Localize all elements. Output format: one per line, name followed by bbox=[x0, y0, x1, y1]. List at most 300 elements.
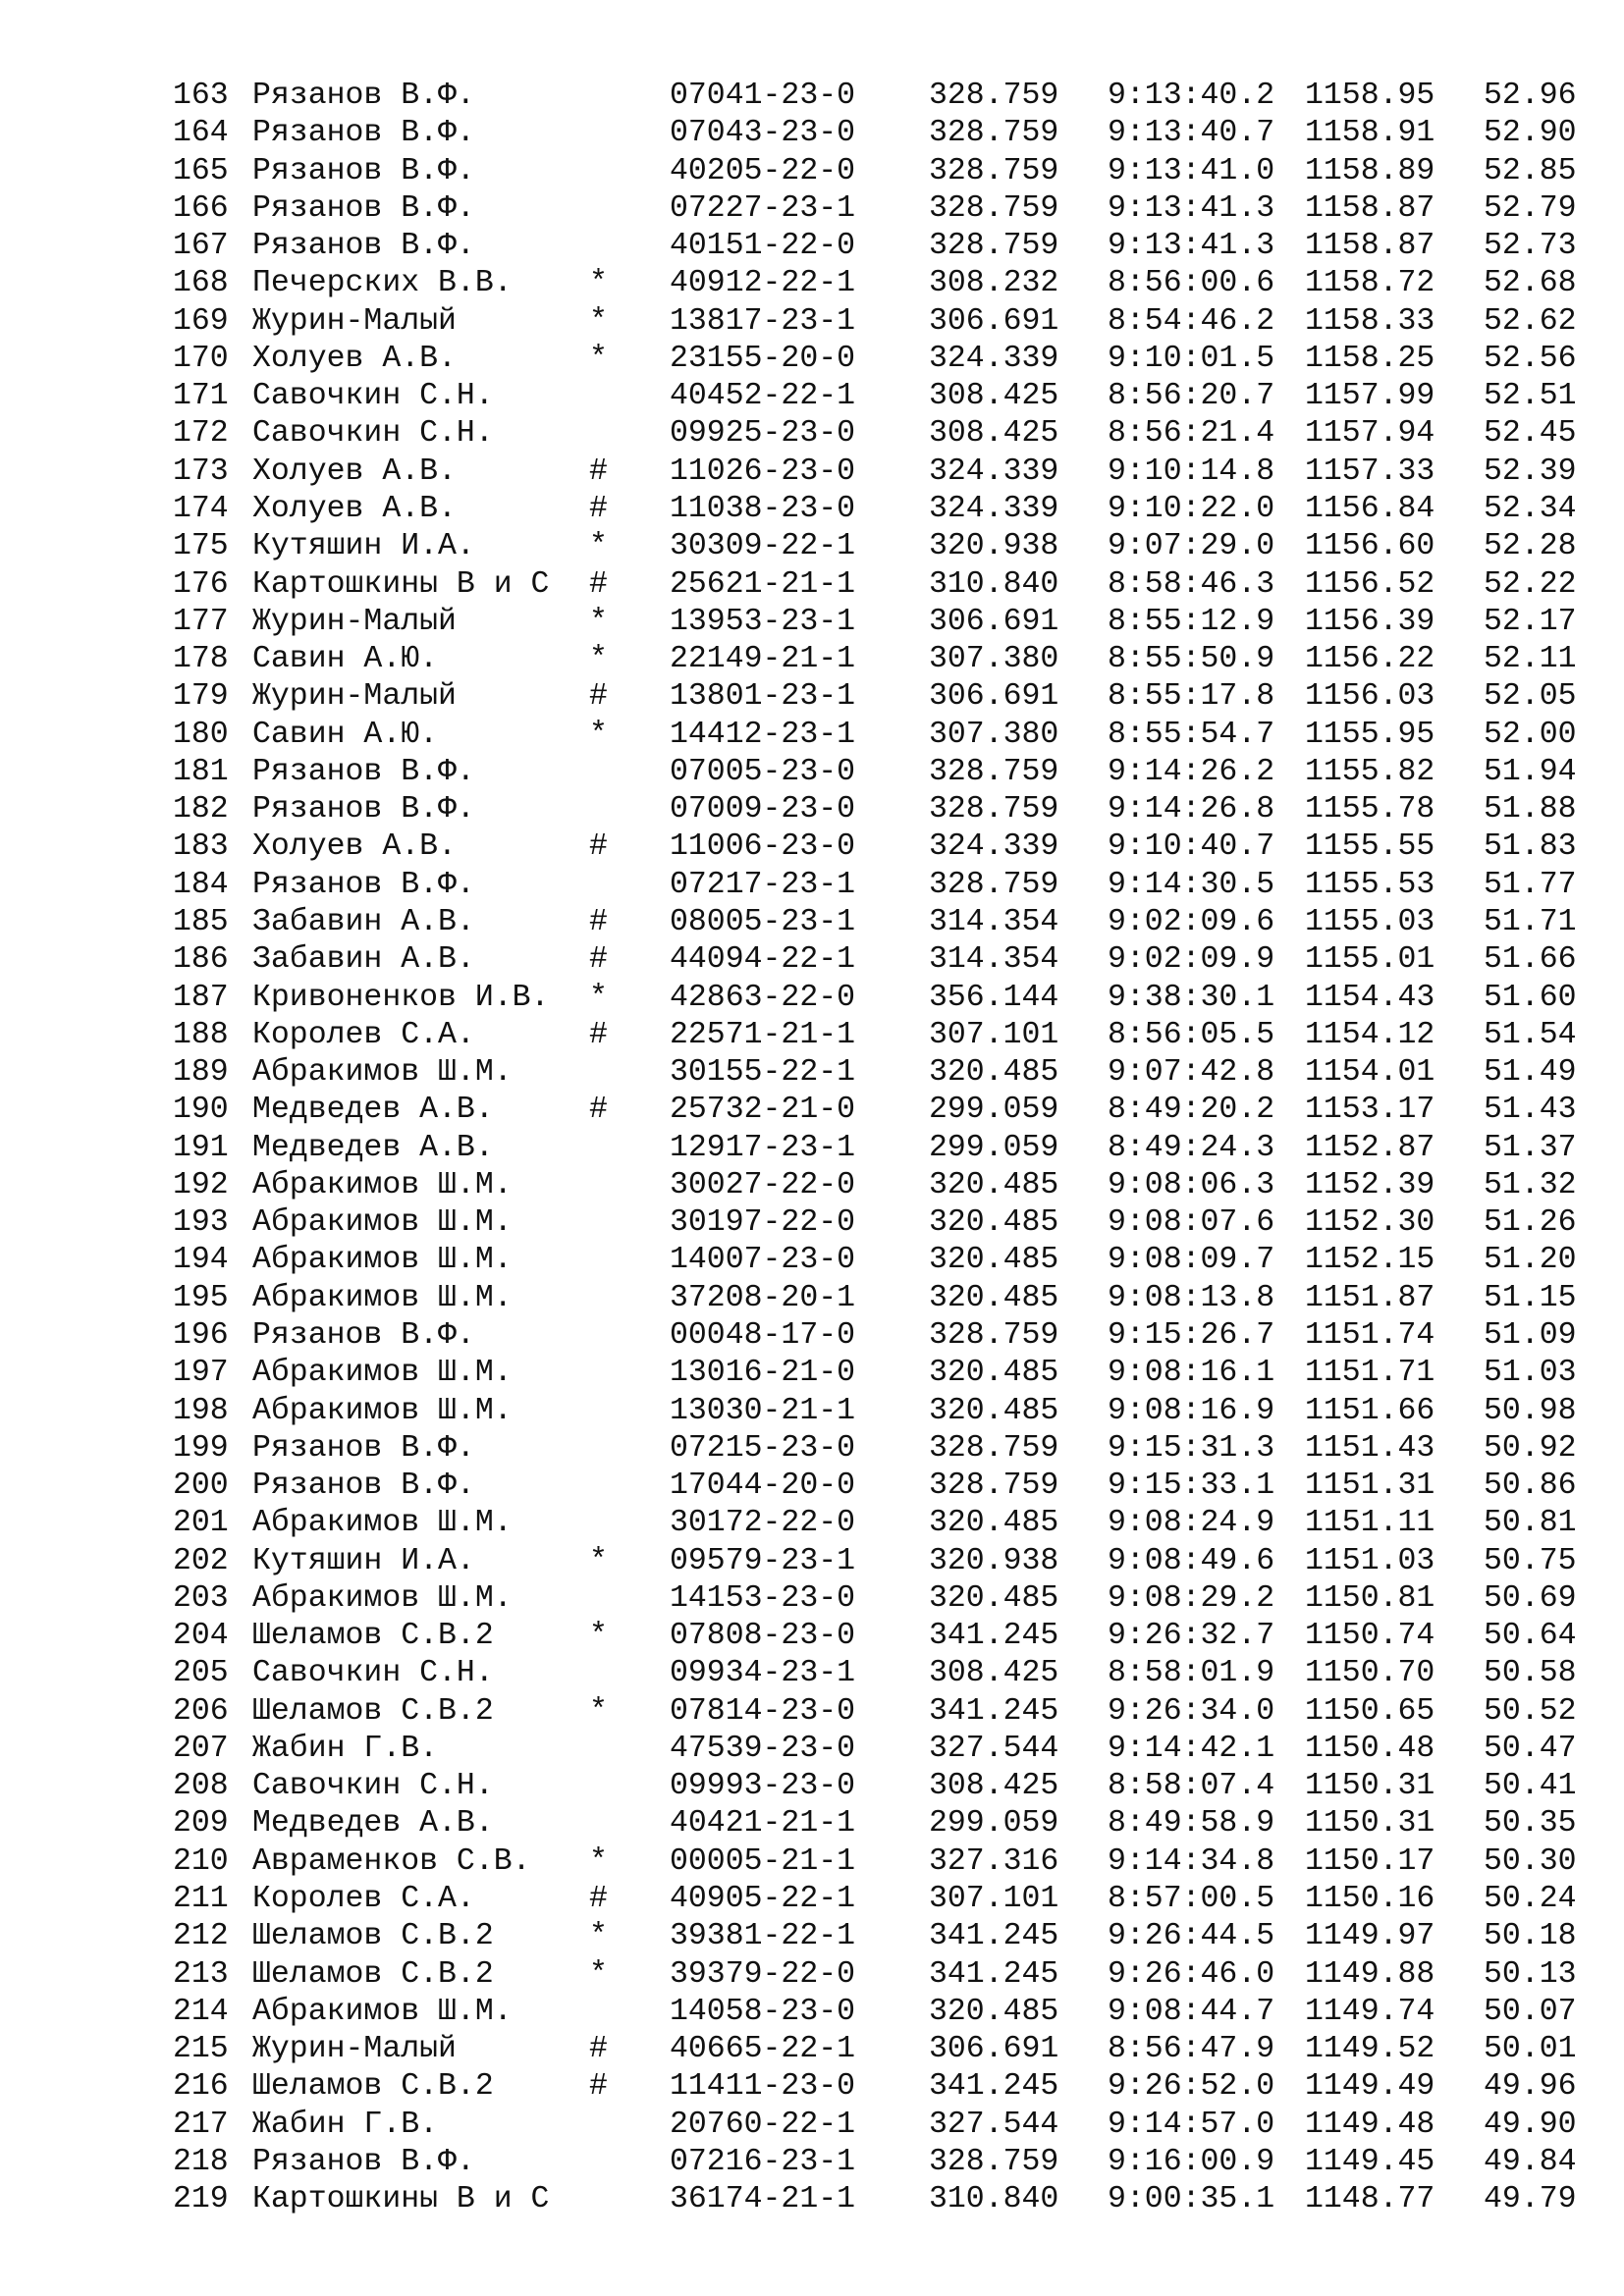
distance-cell: 328.759 bbox=[929, 153, 1059, 188]
result-row bbox=[0, 415, 1624, 453]
points-cell: 50.81 bbox=[1484, 1506, 1577, 1541]
arrival-time-cell: 9:26:34.0 bbox=[1108, 1693, 1275, 1729]
points-cell: 50.64 bbox=[1484, 1619, 1577, 1654]
fancier-name-cell: Абракимов Ш.М. bbox=[252, 1994, 513, 2029]
rank-cell: 213 bbox=[173, 1956, 229, 1992]
fancier-name-cell: Абракимов Ш.М. bbox=[252, 1167, 513, 1202]
arrival-time-cell: 9:07:42.8 bbox=[1108, 1055, 1275, 1090]
fancier-name-cell: Абракимов Ш.М. bbox=[252, 1243, 513, 1278]
arrival-time-cell: 9:14:57.0 bbox=[1108, 2107, 1275, 2142]
result-row bbox=[0, 1468, 1624, 1505]
speed-cell: 1158.72 bbox=[1305, 266, 1435, 301]
result-row bbox=[0, 2107, 1624, 2144]
result-row bbox=[0, 1956, 1624, 1994]
result-row bbox=[0, 1731, 1624, 1768]
ring-number-cell: 30155-22-1 bbox=[670, 1055, 856, 1090]
points-cell: 52.73 bbox=[1484, 229, 1577, 264]
fancier-name-cell: Картошкины В и С bbox=[252, 2182, 550, 2217]
fancier-name-cell: Жабин Г.В. bbox=[252, 2107, 439, 2142]
distance-cell: 328.759 bbox=[929, 190, 1059, 226]
fancier-name-cell: Шеламов С.В.2 bbox=[252, 1619, 494, 1654]
points-cell: 52.11 bbox=[1484, 642, 1577, 677]
mark-cell: * bbox=[589, 303, 608, 339]
points-cell: 52.45 bbox=[1484, 416, 1577, 452]
arrival-time-cell: 9:14:26.2 bbox=[1108, 754, 1275, 789]
result-row bbox=[0, 2068, 1624, 2106]
ring-number-cell: 00005-21-1 bbox=[670, 1843, 856, 1879]
result-row bbox=[0, 1204, 1624, 1242]
mark-cell: * bbox=[589, 266, 608, 301]
fancier-name-cell: Забавин А.В. bbox=[252, 904, 475, 939]
fancier-name-cell: Рязанов В.Ф. bbox=[252, 1430, 475, 1466]
rank-cell: 216 bbox=[173, 2069, 229, 2105]
distance-cell: 341.245 bbox=[929, 1619, 1059, 1654]
fancier-name-cell: Забавин А.В. bbox=[252, 942, 475, 978]
result-row bbox=[0, 867, 1624, 904]
ring-number-cell: 22149-21-1 bbox=[670, 642, 856, 677]
rank-cell: 168 bbox=[173, 266, 229, 301]
speed-cell: 1156.84 bbox=[1305, 492, 1435, 526]
distance-cell: 320.485 bbox=[929, 1167, 1059, 1202]
speed-cell: 1157.33 bbox=[1305, 454, 1435, 489]
arrival-time-cell: 9:08:24.9 bbox=[1108, 1506, 1275, 1541]
ring-number-cell: 14153-23-0 bbox=[670, 1580, 856, 1616]
rank-cell: 196 bbox=[173, 1317, 229, 1353]
ring-number-cell: 17044-20-0 bbox=[670, 1468, 856, 1503]
points-cell: 50.13 bbox=[1484, 1956, 1577, 1992]
distance-cell: 308.425 bbox=[929, 416, 1059, 452]
ring-number-cell: 30197-22-0 bbox=[670, 1205, 856, 1241]
arrival-time-cell: 9:02:09.9 bbox=[1108, 942, 1275, 978]
result-row bbox=[0, 1918, 1624, 1955]
arrival-time-cell: 9:13:41.3 bbox=[1108, 229, 1275, 264]
result-row bbox=[0, 754, 1624, 791]
speed-cell: 1152.30 bbox=[1305, 1205, 1435, 1241]
arrival-time-cell: 8:55:50.9 bbox=[1108, 642, 1275, 677]
ring-number-cell: 11026-23-0 bbox=[670, 454, 856, 489]
rank-cell: 219 bbox=[173, 2182, 229, 2217]
ring-number-cell: 23155-20-0 bbox=[670, 341, 856, 376]
points-cell: 51.43 bbox=[1484, 1093, 1577, 1128]
speed-cell: 1154.43 bbox=[1305, 980, 1435, 1015]
speed-cell: 1151.03 bbox=[1305, 1543, 1435, 1578]
rank-cell: 200 bbox=[173, 1468, 229, 1503]
mark-cell: * bbox=[589, 604, 608, 639]
mark-cell: * bbox=[589, 529, 608, 564]
points-cell: 51.88 bbox=[1484, 792, 1577, 828]
ring-number-cell: 09925-23-0 bbox=[670, 416, 856, 452]
distance-cell: 314.354 bbox=[929, 904, 1059, 939]
fancier-name-cell: Жабин Г.В. bbox=[252, 1731, 439, 1766]
points-cell: 50.86 bbox=[1484, 1468, 1577, 1503]
rank-cell: 217 bbox=[173, 2107, 229, 2142]
arrival-time-cell: 9:15:33.1 bbox=[1108, 1468, 1275, 1503]
ring-number-cell: 13953-23-1 bbox=[670, 604, 856, 639]
arrival-time-cell: 8:58:01.9 bbox=[1108, 1656, 1275, 1691]
fancier-name-cell: Рязанов В.Ф. bbox=[252, 190, 475, 226]
rank-cell: 173 bbox=[173, 454, 229, 489]
fancier-name-cell: Рязанов В.Ф. bbox=[252, 792, 475, 828]
points-cell: 50.69 bbox=[1484, 1580, 1577, 1616]
fancier-name-cell: Журин-Малый bbox=[252, 604, 457, 639]
result-row bbox=[0, 1242, 1624, 1279]
mark-cell: * bbox=[589, 1543, 608, 1578]
points-cell: 52.28 bbox=[1484, 529, 1577, 564]
ring-number-cell: 07043-23-0 bbox=[670, 116, 856, 151]
distance-cell: 306.691 bbox=[929, 303, 1059, 339]
points-cell: 50.98 bbox=[1484, 1393, 1577, 1428]
arrival-time-cell: 9:14:42.1 bbox=[1108, 1731, 1275, 1766]
distance-cell: 308.425 bbox=[929, 1769, 1059, 1804]
distance-cell: 299.059 bbox=[929, 1130, 1059, 1165]
speed-cell: 1157.94 bbox=[1305, 416, 1435, 452]
points-cell: 52.05 bbox=[1484, 679, 1577, 715]
distance-cell: 299.059 bbox=[929, 1806, 1059, 1842]
speed-cell: 1150.48 bbox=[1305, 1731, 1435, 1766]
fancier-name-cell: Кутяшин И.А. bbox=[252, 1543, 475, 1578]
ring-number-cell: 47539-23-0 bbox=[670, 1731, 856, 1766]
rank-cell: 214 bbox=[173, 1994, 229, 2029]
distance-cell: 320.485 bbox=[929, 1580, 1059, 1616]
distance-cell: 308.232 bbox=[929, 266, 1059, 301]
arrival-time-cell: 9:15:26.7 bbox=[1108, 1317, 1275, 1353]
points-cell: 52.85 bbox=[1484, 153, 1577, 188]
distance-cell: 310.840 bbox=[929, 566, 1059, 602]
mark-cell: # bbox=[589, 1093, 608, 1128]
result-row bbox=[0, 1130, 1624, 1167]
fancier-name-cell: Журин-Малый bbox=[252, 679, 457, 715]
speed-cell: 1149.45 bbox=[1305, 2144, 1435, 2179]
points-cell: 49.96 bbox=[1484, 2069, 1577, 2105]
arrival-time-cell: 9:08:06.3 bbox=[1108, 1167, 1275, 1202]
result-row bbox=[0, 791, 1624, 828]
ring-number-cell: 07215-23-0 bbox=[670, 1430, 856, 1466]
fancier-name-cell: Журин-Малый bbox=[252, 2032, 457, 2066]
ring-number-cell: 40205-22-0 bbox=[670, 153, 856, 188]
points-cell: 49.79 bbox=[1484, 2182, 1577, 2217]
distance-cell: 328.759 bbox=[929, 1468, 1059, 1503]
arrival-time-cell: 9:14:26.8 bbox=[1108, 792, 1275, 828]
speed-cell: 1158.95 bbox=[1305, 79, 1435, 113]
rank-cell: 181 bbox=[173, 754, 229, 789]
speed-cell: 1149.52 bbox=[1305, 2032, 1435, 2066]
points-cell: 50.18 bbox=[1484, 1919, 1577, 1954]
mark-cell: * bbox=[589, 1693, 608, 1729]
speed-cell: 1158.89 bbox=[1305, 153, 1435, 188]
ring-number-cell: 25732-21-0 bbox=[670, 1093, 856, 1128]
result-row bbox=[0, 1355, 1624, 1392]
fancier-name-cell: Абракимов Ш.М. bbox=[252, 1506, 513, 1541]
speed-cell: 1150.70 bbox=[1305, 1656, 1435, 1691]
result-row bbox=[0, 2144, 1624, 2181]
speed-cell: 1155.78 bbox=[1305, 792, 1435, 828]
distance-cell: 320.938 bbox=[929, 1543, 1059, 1578]
result-row bbox=[0, 1317, 1624, 1355]
points-cell: 51.83 bbox=[1484, 829, 1577, 865]
speed-cell: 1158.33 bbox=[1305, 303, 1435, 339]
arrival-time-cell: 9:10:14.8 bbox=[1108, 454, 1275, 489]
ring-number-cell: 30172-22-0 bbox=[670, 1506, 856, 1541]
result-row bbox=[0, 454, 1624, 491]
distance-cell: 306.691 bbox=[929, 604, 1059, 639]
ring-number-cell: 12917-23-1 bbox=[670, 1130, 856, 1165]
speed-cell: 1151.74 bbox=[1305, 1317, 1435, 1353]
distance-cell: 341.245 bbox=[929, 1919, 1059, 1954]
distance-cell: 324.339 bbox=[929, 492, 1059, 526]
fancier-name-cell: Рязанов В.Ф. bbox=[252, 1317, 475, 1353]
distance-cell: 299.059 bbox=[929, 1093, 1059, 1128]
fancier-name-cell: Королев С.А. bbox=[252, 1882, 475, 1916]
result-row bbox=[0, 1017, 1624, 1054]
points-cell: 50.35 bbox=[1484, 1806, 1577, 1842]
speed-cell: 1154.01 bbox=[1305, 1055, 1435, 1090]
result-row bbox=[0, 1505, 1624, 1542]
points-cell: 50.52 bbox=[1484, 1693, 1577, 1729]
speed-cell: 1150.74 bbox=[1305, 1619, 1435, 1654]
speed-cell: 1149.49 bbox=[1305, 2069, 1435, 2105]
rank-cell: 185 bbox=[173, 904, 229, 939]
distance-cell: 324.339 bbox=[929, 829, 1059, 865]
points-cell: 50.75 bbox=[1484, 1543, 1577, 1578]
points-cell: 52.39 bbox=[1484, 454, 1577, 489]
ring-number-cell: 40912-22-1 bbox=[670, 266, 856, 301]
arrival-time-cell: 9:02:09.6 bbox=[1108, 904, 1275, 939]
result-row bbox=[0, 1994, 1624, 2031]
ring-number-cell: 14058-23-0 bbox=[670, 1994, 856, 2029]
points-cell: 51.49 bbox=[1484, 1055, 1577, 1090]
result-row bbox=[0, 491, 1624, 528]
rank-cell: 194 bbox=[173, 1243, 229, 1278]
ring-number-cell: 07216-23-1 bbox=[670, 2144, 856, 2179]
speed-cell: 1151.66 bbox=[1305, 1393, 1435, 1428]
arrival-time-cell: 9:08:16.9 bbox=[1108, 1393, 1275, 1428]
result-row bbox=[0, 115, 1624, 152]
distance-cell: 341.245 bbox=[929, 2069, 1059, 2105]
distance-cell: 307.101 bbox=[929, 1882, 1059, 1916]
speed-cell: 1150.81 bbox=[1305, 1580, 1435, 1616]
speed-cell: 1156.03 bbox=[1305, 679, 1435, 715]
rank-cell: 180 bbox=[173, 717, 229, 752]
rank-cell: 206 bbox=[173, 1693, 229, 1729]
points-cell: 51.20 bbox=[1484, 1243, 1577, 1278]
rank-cell: 164 bbox=[173, 116, 229, 151]
rank-cell: 207 bbox=[173, 1731, 229, 1766]
mark-cell: # bbox=[589, 492, 608, 526]
ring-number-cell: 08005-23-1 bbox=[670, 904, 856, 939]
arrival-time-cell: 9:13:40.2 bbox=[1108, 79, 1275, 113]
speed-cell: 1157.99 bbox=[1305, 379, 1435, 414]
arrival-time-cell: 9:38:30.1 bbox=[1108, 980, 1275, 1015]
points-cell: 52.17 bbox=[1484, 604, 1577, 639]
ring-number-cell: 42863-22-0 bbox=[670, 980, 856, 1015]
speed-cell: 1150.31 bbox=[1305, 1769, 1435, 1804]
result-row bbox=[0, 904, 1624, 941]
ring-number-cell: 40421-21-1 bbox=[670, 1806, 856, 1842]
rank-cell: 186 bbox=[173, 942, 229, 978]
fancier-name-cell: Холуев А.В. bbox=[252, 829, 457, 865]
result-row bbox=[0, 1092, 1624, 1129]
ring-number-cell: 40905-22-1 bbox=[670, 1882, 856, 1916]
ring-number-cell: 07814-23-0 bbox=[670, 1693, 856, 1729]
result-row bbox=[0, 641, 1624, 678]
points-cell: 52.62 bbox=[1484, 303, 1577, 339]
result-row bbox=[0, 1843, 1624, 1881]
arrival-time-cell: 9:15:31.3 bbox=[1108, 1430, 1275, 1466]
rank-cell: 170 bbox=[173, 341, 229, 376]
fancier-name-cell: Рязанов В.Ф. bbox=[252, 79, 475, 113]
arrival-time-cell: 8:55:12.9 bbox=[1108, 604, 1275, 639]
rank-cell: 199 bbox=[173, 1430, 229, 1466]
fancier-name-cell: Авраменков С.В. bbox=[252, 1843, 531, 1879]
fancier-name-cell: Рязанов В.Ф. bbox=[252, 116, 475, 151]
ring-number-cell: 13030-21-1 bbox=[670, 1393, 856, 1428]
distance-cell: 341.245 bbox=[929, 1693, 1059, 1729]
rank-cell: 171 bbox=[173, 379, 229, 414]
rank-cell: 209 bbox=[173, 1806, 229, 1842]
rank-cell: 174 bbox=[173, 492, 229, 526]
result-row bbox=[0, 265, 1624, 302]
rank-cell: 167 bbox=[173, 229, 229, 264]
points-cell: 52.68 bbox=[1484, 266, 1577, 301]
points-cell: 50.01 bbox=[1484, 2032, 1577, 2066]
distance-cell: 320.485 bbox=[929, 1055, 1059, 1090]
result-row bbox=[0, 528, 1624, 565]
speed-cell: 1154.12 bbox=[1305, 1017, 1435, 1052]
speed-cell: 1151.11 bbox=[1305, 1506, 1435, 1541]
result-row bbox=[0, 1280, 1624, 1317]
speed-cell: 1152.15 bbox=[1305, 1243, 1435, 1278]
rank-cell: 211 bbox=[173, 1882, 229, 1916]
ring-number-cell: 30309-22-1 bbox=[670, 529, 856, 564]
result-row bbox=[0, 1768, 1624, 1805]
speed-cell: 1150.31 bbox=[1305, 1806, 1435, 1842]
distance-cell: 314.354 bbox=[929, 942, 1059, 978]
speed-cell: 1151.87 bbox=[1305, 1280, 1435, 1315]
points-cell: 51.26 bbox=[1484, 1205, 1577, 1241]
ring-number-cell: 30027-22-0 bbox=[670, 1167, 856, 1202]
mark-cell: # bbox=[589, 829, 608, 865]
fancier-name-cell: Савин А.Ю. bbox=[252, 642, 439, 677]
speed-cell: 1156.39 bbox=[1305, 604, 1435, 639]
mark-cell: # bbox=[589, 1017, 608, 1052]
points-cell: 51.32 bbox=[1484, 1167, 1577, 1202]
arrival-time-cell: 9:26:52.0 bbox=[1108, 2069, 1275, 2105]
points-cell: 52.90 bbox=[1484, 116, 1577, 151]
result-row bbox=[0, 828, 1624, 866]
fancier-name-cell: Рязанов В.Ф. bbox=[252, 1468, 475, 1503]
points-cell: 50.07 bbox=[1484, 1994, 1577, 2029]
fancier-name-cell: Шеламов С.В.2 bbox=[252, 1693, 494, 1729]
arrival-time-cell: 9:13:41.3 bbox=[1108, 190, 1275, 226]
distance-cell: 307.380 bbox=[929, 642, 1059, 677]
mark-cell: # bbox=[589, 454, 608, 489]
points-cell: 52.56 bbox=[1484, 341, 1577, 376]
distance-cell: 324.339 bbox=[929, 454, 1059, 489]
result-row bbox=[0, 1655, 1624, 1692]
distance-cell: 327.544 bbox=[929, 2107, 1059, 2142]
ring-number-cell: 39381-22-1 bbox=[670, 1919, 856, 1954]
ring-number-cell: 22571-21-1 bbox=[670, 1017, 856, 1052]
result-row bbox=[0, 1167, 1624, 1204]
fancier-name-cell: Кутяшин И.А. bbox=[252, 529, 475, 564]
points-cell: 51.77 bbox=[1484, 867, 1577, 902]
fancier-name-cell: Абракимов Ш.М. bbox=[252, 1580, 513, 1616]
rank-cell: 188 bbox=[173, 1017, 229, 1052]
points-cell: 50.30 bbox=[1484, 1843, 1577, 1879]
arrival-time-cell: 8:54:46.2 bbox=[1108, 303, 1275, 339]
ring-number-cell: 39379-22-0 bbox=[670, 1956, 856, 1992]
points-cell: 50.41 bbox=[1484, 1769, 1577, 1804]
rank-cell: 163 bbox=[173, 79, 229, 113]
distance-cell: 308.425 bbox=[929, 379, 1059, 414]
rank-cell: 204 bbox=[173, 1619, 229, 1654]
distance-cell: 328.759 bbox=[929, 116, 1059, 151]
result-row bbox=[0, 604, 1624, 641]
fancier-name-cell: Королев С.А. bbox=[252, 1017, 475, 1052]
rank-cell: 184 bbox=[173, 867, 229, 902]
speed-cell: 1158.87 bbox=[1305, 229, 1435, 264]
rank-cell: 165 bbox=[173, 153, 229, 188]
ring-number-cell: 09579-23-1 bbox=[670, 1543, 856, 1578]
result-row bbox=[0, 1393, 1624, 1430]
ring-number-cell: 00048-17-0 bbox=[670, 1317, 856, 1353]
ring-number-cell: 13801-23-1 bbox=[670, 679, 856, 715]
distance-cell: 307.101 bbox=[929, 1017, 1059, 1052]
ring-number-cell: 11411-23-0 bbox=[670, 2069, 856, 2105]
points-cell: 51.37 bbox=[1484, 1130, 1577, 1165]
fancier-name-cell: Холуев А.В. bbox=[252, 341, 457, 376]
points-cell: 52.79 bbox=[1484, 190, 1577, 226]
rank-cell: 172 bbox=[173, 416, 229, 452]
arrival-time-cell: 9:08:16.1 bbox=[1108, 1356, 1275, 1391]
distance-cell: 328.759 bbox=[929, 1317, 1059, 1353]
fancier-name-cell: Шеламов С.В.2 bbox=[252, 1919, 494, 1954]
mark-cell: * bbox=[589, 341, 608, 376]
fancier-name-cell: Медведев А.В. bbox=[252, 1093, 494, 1128]
arrival-time-cell: 8:49:58.9 bbox=[1108, 1806, 1275, 1842]
mark-cell: # bbox=[589, 904, 608, 939]
arrival-time-cell: 9:00:35.1 bbox=[1108, 2182, 1275, 2217]
fancier-name-cell: Рязанов В.Ф. bbox=[252, 229, 475, 264]
result-row bbox=[0, 941, 1624, 979]
points-cell: 52.34 bbox=[1484, 492, 1577, 526]
ring-number-cell: 14007-23-0 bbox=[670, 1243, 856, 1278]
points-cell: 51.94 bbox=[1484, 754, 1577, 789]
speed-cell: 1150.16 bbox=[1305, 1882, 1435, 1916]
fancier-name-cell: Савочкин С.Н. bbox=[252, 416, 494, 452]
fancier-name-cell: Савочкин С.Н. bbox=[252, 1769, 494, 1804]
speed-cell: 1158.25 bbox=[1305, 341, 1435, 376]
fancier-name-cell: Савочкин С.Н. bbox=[252, 379, 494, 414]
ring-number-cell: 07217-23-1 bbox=[670, 867, 856, 902]
arrival-time-cell: 9:26:44.5 bbox=[1108, 1919, 1275, 1954]
distance-cell: 320.485 bbox=[929, 1205, 1059, 1241]
speed-cell: 1155.03 bbox=[1305, 904, 1435, 939]
fancier-name-cell: Холуев А.В. bbox=[252, 492, 457, 526]
fancier-name-cell: Медведев А.В. bbox=[252, 1130, 494, 1165]
speed-cell: 1156.52 bbox=[1305, 566, 1435, 602]
result-row bbox=[0, 717, 1624, 754]
ring-number-cell: 09934-23-1 bbox=[670, 1656, 856, 1691]
speed-cell: 1150.17 bbox=[1305, 1843, 1435, 1879]
fancier-name-cell: Медведев А.В. bbox=[252, 1806, 494, 1842]
speed-cell: 1155.53 bbox=[1305, 867, 1435, 902]
mark-cell: * bbox=[589, 1956, 608, 1992]
distance-cell: 356.144 bbox=[929, 980, 1059, 1015]
rank-cell: 195 bbox=[173, 1280, 229, 1315]
arrival-time-cell: 9:10:40.7 bbox=[1108, 829, 1275, 865]
distance-cell: 320.938 bbox=[929, 529, 1059, 564]
